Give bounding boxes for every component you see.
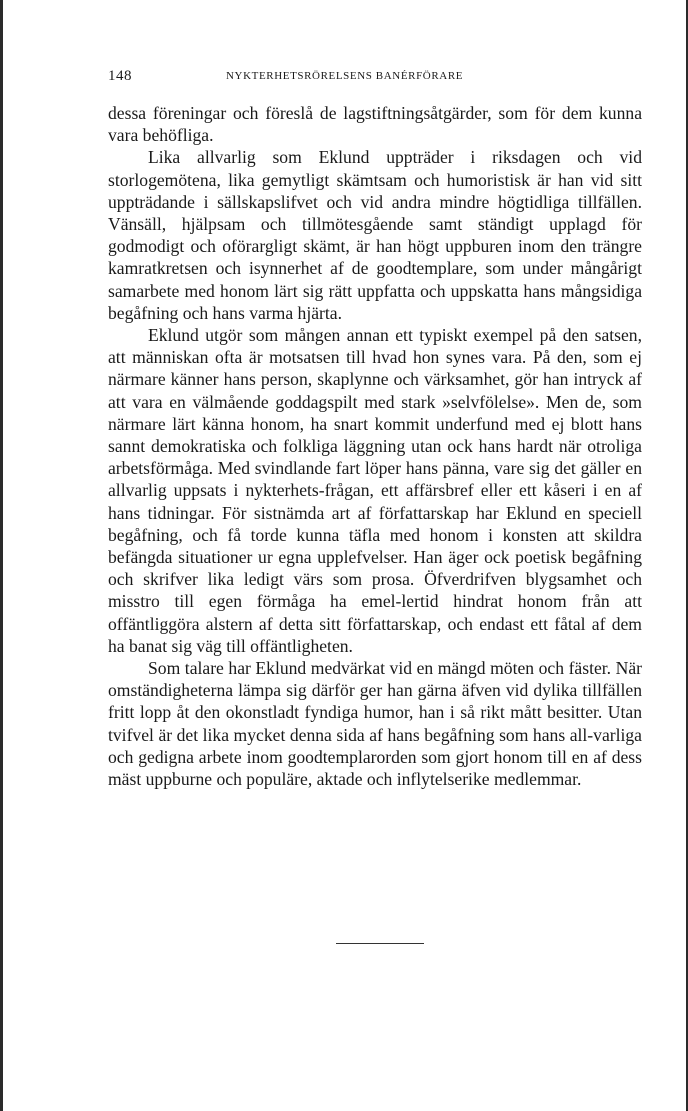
page-number: 148 <box>108 68 132 84</box>
running-head: NYKTERHETSRÖRELSENS BANÉRFÖRARE <box>226 70 464 82</box>
paragraph-3: Eklund utgör som mången annan ett typiskt exempel på den satsen, att människan ofta är motsatsen till hvad hon synes vara. På den, som ej närmare känner hans person, skaplynne och värksamhet, gör han intryck af att vara en välmående goddagspilt med stark »selvfölelse». Men de, som närmare lärt känna honom, ha snart kommit underfund med ej blott hans sannt demokratiska och folkliga läggning utan ock hans hardt när otroliga arbetsförmåga. Med svindlande fart löper hans pänna, vare sig det gäller en allvarlig uppsats i nykterhets-frågan, ett affärsbref eller ett kåseri i en af hans tidningar. För sistnämda art af författarskap har Eklund en speciell begåfning, och få torde kunna täfla med honom i konsten att skildra befängda situationer ur egna upplefvelser. Han äger ock poetisk begåfning och skrifver lika ledigt värs som prosa. Öfverdrifven blygsamhet och misstro till egen förmåga ha emel-lertid hindrat honom från att offäntliggöra alstern af detta sitt författarskap, och endast ett fåtal af dem ha banat sig väg till offäntligheten. <box>108 325 642 656</box>
body-text <box>108 102 642 790</box>
paragraph-4: Som talare har Eklund medvärkat vid en mängd möten och fäster. När omständigheterna lämpa sig därför ger han gärna äfven vid dylika tillfällen fritt lopp åt den okonstladt fyndiga humor, han i så rikt mått besitter. Utan tvifvel är det lika mycket denna sida af hans begåfning som hans all-varliga och gedigna arbete inom goodtemplarorden som gjort honom till en af dess mäst uppburne och populäre, aktade och inflytelserike medlemmar. <box>108 658 642 790</box>
page-header <box>108 68 642 88</box>
paragraph-2: Lika allvarlig som Eklund uppträder i riksdagen och vid storlogemötena, lika gemytligt skämtsam och humoristisk är han vid sitt uppträdande i sällskapslifvet och vid andra mindre högtidliga tillfällen. Vänsäll, hjälpsam och tillmötesgående samt ständigt upplagd för godmodigt och oförargligt skämt, är han högt uppburen inom den trängre kamratkretsen och isynnerhet af de goodtemplare, som under mångårigt samarbete med honom lärt sig rätt uppfatta och uppskatta hans mångsidiga begåfning och hans varma hjärta. <box>108 147 642 323</box>
paragraph-1: dessa föreningar och föreslå de lagstiftningsåtgärder, som för dem kunna vara behöfliga. <box>108 103 642 146</box>
end-of-chapter-rule <box>336 943 424 944</box>
scan-edge-left <box>0 0 3 1111</box>
